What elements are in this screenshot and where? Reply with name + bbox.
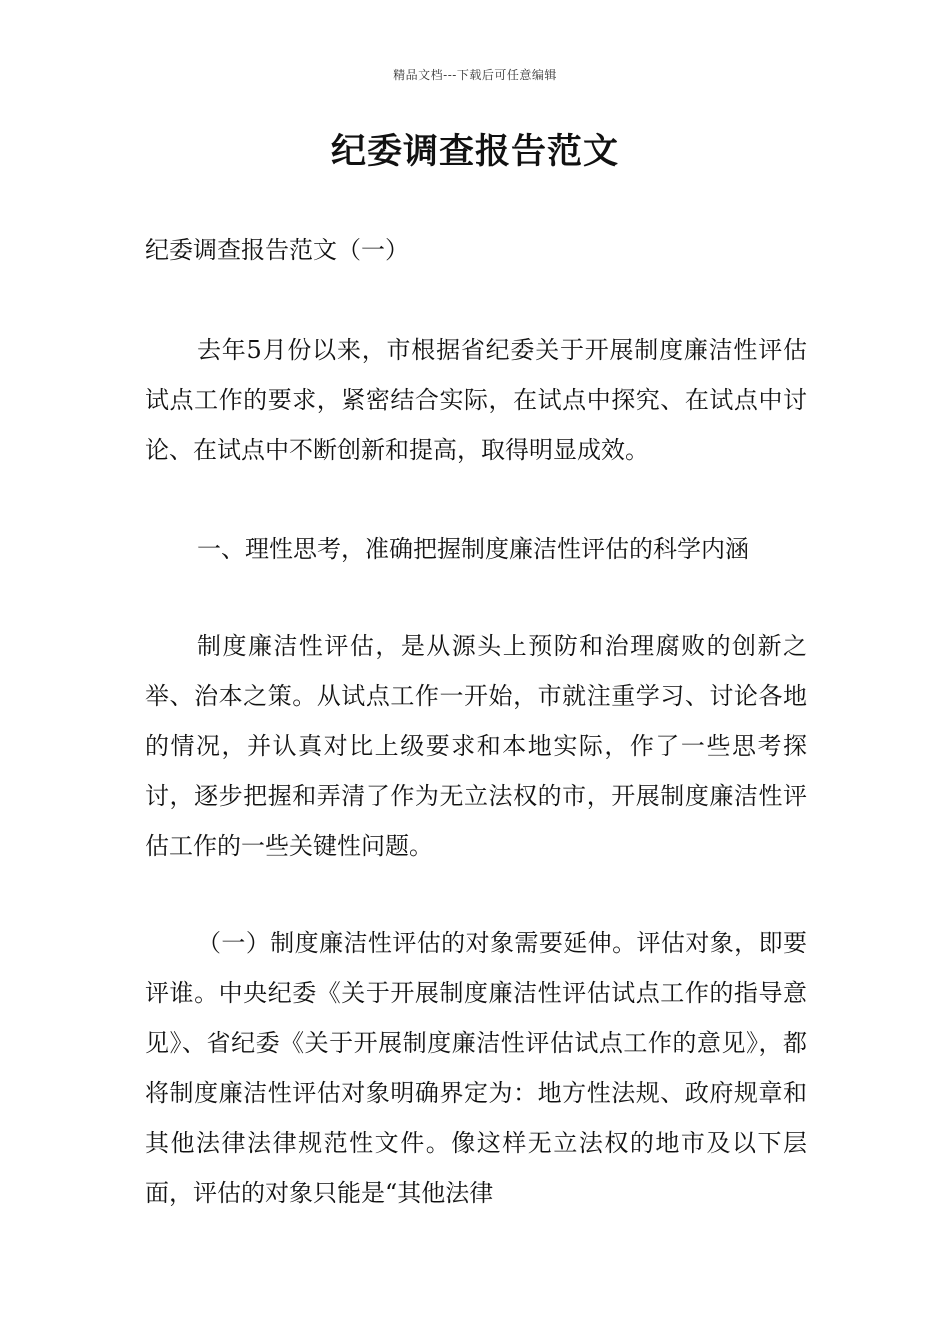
paragraph-body: 制度廉洁性评估，是从源头上预防和治理腐败的创新之举、治本之策。从试点工作一开始，市就注重学习、讨论各地的情况，并认真对比上级要求和本地实际，作了一些思考探讨，逐步把握和弄清了作为无立法权的市，开展制度廉洁性评估工作的一些关键性问题。 <box>145 632 807 860</box>
document-title: 纪委调查报告范文 <box>330 131 619 172</box>
paragraph-body: （一）制度廉洁性评估的对象需要延伸。评估对象，即要评谁。中央纪委《关于开展制度廉洁性评估试点工作的指导意见》、省纪委《关于开展制度廉洁性评估试点工作的意见》，都将制度廉洁性评估对象明确界定为：地方性法规、政府规章和其他法律法律规范性文件。像这样无立法权的地市及以下层面，评估的对象只能是“其他法律 <box>145 929 807 1207</box>
section-subtitle: 纪委调查报告范文（一） <box>145 236 409 264</box>
header-note: 精品文档---下载后可任意编辑 <box>393 68 557 82</box>
paragraph-intro: 去年5月份以来，市根据省纪委关于开展制度廉洁性评估试点工作的要求，紧密结合实际，在试点中探究、在试点中讨论、在试点中不断创新和提高，取得明显成效。 <box>145 336 807 464</box>
section-heading: 一、理性思考，准确把握制度廉洁性评估的科学内涵 <box>197 535 749 563</box>
